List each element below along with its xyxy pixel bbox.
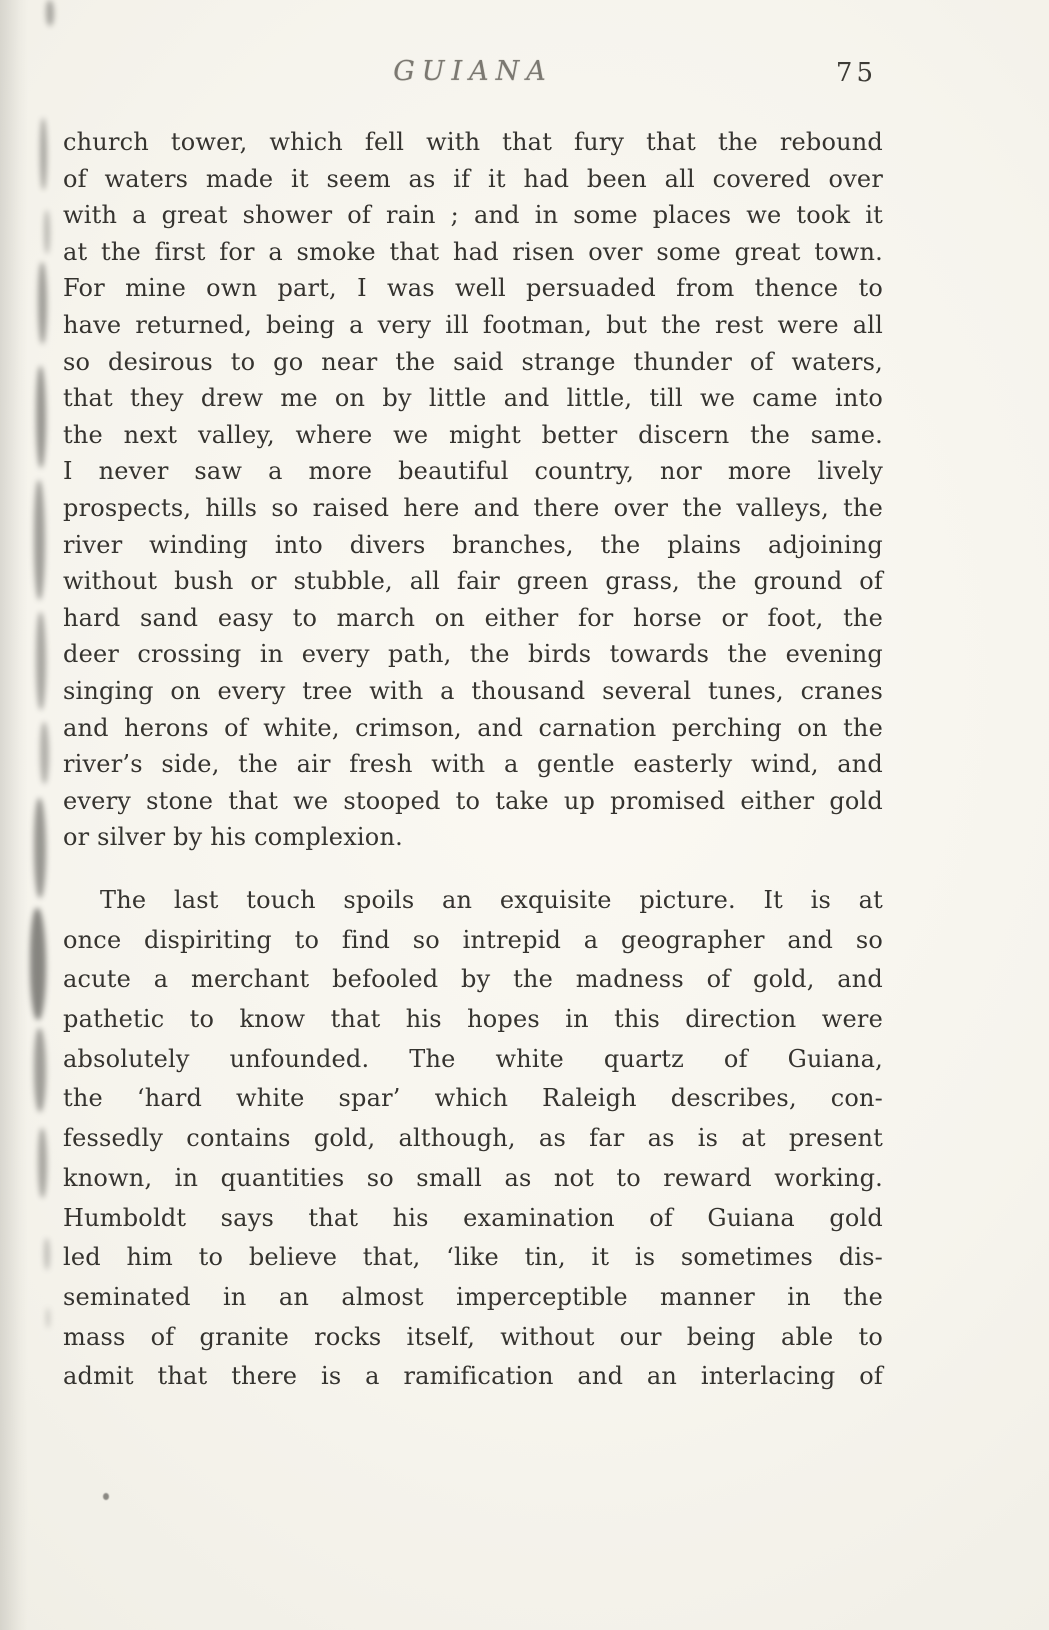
scan-smudge bbox=[34, 480, 45, 600]
scan-smudge bbox=[30, 908, 46, 1020]
text-line: river’s side, the air fresh with a gentle easterly wind, and bbox=[63, 750, 883, 779]
text-line: prospects, hills so raised here and there over the valleys, the bbox=[63, 493, 883, 522]
running-title: GUIANA bbox=[393, 56, 553, 87]
scan-smudge bbox=[36, 366, 46, 468]
text-line: acute a merchant befooled by the madness of gold, and bbox=[63, 965, 883, 994]
text-line: mass of granite rocks itself, without our being able to bbox=[63, 1322, 883, 1351]
page-binding-shade bbox=[0, 0, 28, 1630]
text-line: For mine own part, I was well persuaded from thence to bbox=[63, 274, 883, 303]
text-line: every stone that we stooped to take up promised either gold bbox=[63, 786, 883, 815]
text-line: at the first for a smoke that had risen over some great town. bbox=[63, 237, 883, 266]
ink-dot bbox=[103, 1493, 109, 1500]
text-line: or silver by his complexion. bbox=[63, 823, 403, 852]
text-line: river winding into divers branches, the plains adjoining bbox=[63, 530, 883, 559]
scan-smudge bbox=[40, 118, 47, 190]
page-header bbox=[63, 56, 883, 98]
text-line: with a great shower of rain ; and in some places we took it bbox=[63, 201, 883, 230]
text-line: Humboldt says that his examination of Guiana gold bbox=[63, 1203, 883, 1232]
scan-smudge bbox=[46, 0, 54, 26]
scan-smudge bbox=[44, 210, 50, 254]
scan-smudge bbox=[46, 1308, 50, 1328]
paragraph-raleigh-quotation bbox=[63, 124, 883, 856]
text-line: hard sand easy to march on either for horse or foot, the bbox=[63, 603, 883, 632]
scan-smudge bbox=[38, 1128, 47, 1198]
text-line: fessedly contains gold, although, as far as is at present bbox=[63, 1124, 883, 1153]
text-line: known, in quantities so small as not to reward working. bbox=[63, 1163, 883, 1192]
scan-smudge bbox=[40, 722, 49, 784]
text-line: absolutely unfounded. The white quartz of Guiana, bbox=[63, 1044, 883, 1073]
scan-smudge bbox=[38, 262, 47, 344]
text-line: admit that there is a ramification and an interlacing of bbox=[63, 1362, 883, 1391]
page-number: 75 bbox=[835, 58, 877, 88]
text-line: of waters made it seem as if it had been all covered over bbox=[63, 164, 883, 193]
text-line: and herons of white, crimson, and carnation perching on the bbox=[63, 713, 883, 742]
text-line: so desirous to go near the said strange thunder of waters, bbox=[63, 347, 883, 376]
scan-smudge bbox=[36, 612, 46, 710]
text-line: pathetic to know that his hopes in this direction were bbox=[63, 1004, 883, 1033]
scan-smudge bbox=[34, 1028, 46, 1112]
text-line: The last touch spoils an exquisite picture. It is at bbox=[100, 885, 883, 914]
text-line: seminated in an almost imperceptible manner in the bbox=[63, 1282, 883, 1311]
text-line: I never saw a more beautiful country, nor more lively bbox=[63, 457, 883, 486]
scan-smudge bbox=[34, 798, 46, 898]
text-line: the ‘hard white spar’ which Raleigh describes, con- bbox=[63, 1084, 883, 1113]
text-line: once dispiriting to find so intrepid a geographer and so bbox=[63, 925, 883, 954]
text-line: that they drew me on by little and little, till we came into bbox=[63, 384, 883, 413]
text-line: deer crossing in every path, the birds towards the evening bbox=[63, 640, 883, 669]
text-line: singing on every tree with a thousand several tunes, cranes bbox=[63, 676, 883, 705]
text-line: without bush or stubble, all fair green grass, the ground of bbox=[63, 567, 883, 596]
text-line: led him to believe that, ‘like tin, it is sometimes dis- bbox=[63, 1243, 883, 1272]
text-line: the next valley, where we might better discern the same. bbox=[63, 420, 883, 449]
text-line: church tower, which fell with that fury that the rebound bbox=[63, 128, 883, 156]
page-body bbox=[63, 124, 883, 1397]
scan-smudge bbox=[44, 1238, 50, 1270]
paragraph-commentary bbox=[63, 881, 883, 1397]
text-line: have returned, being a very ill footman, but the rest were all bbox=[63, 310, 883, 339]
